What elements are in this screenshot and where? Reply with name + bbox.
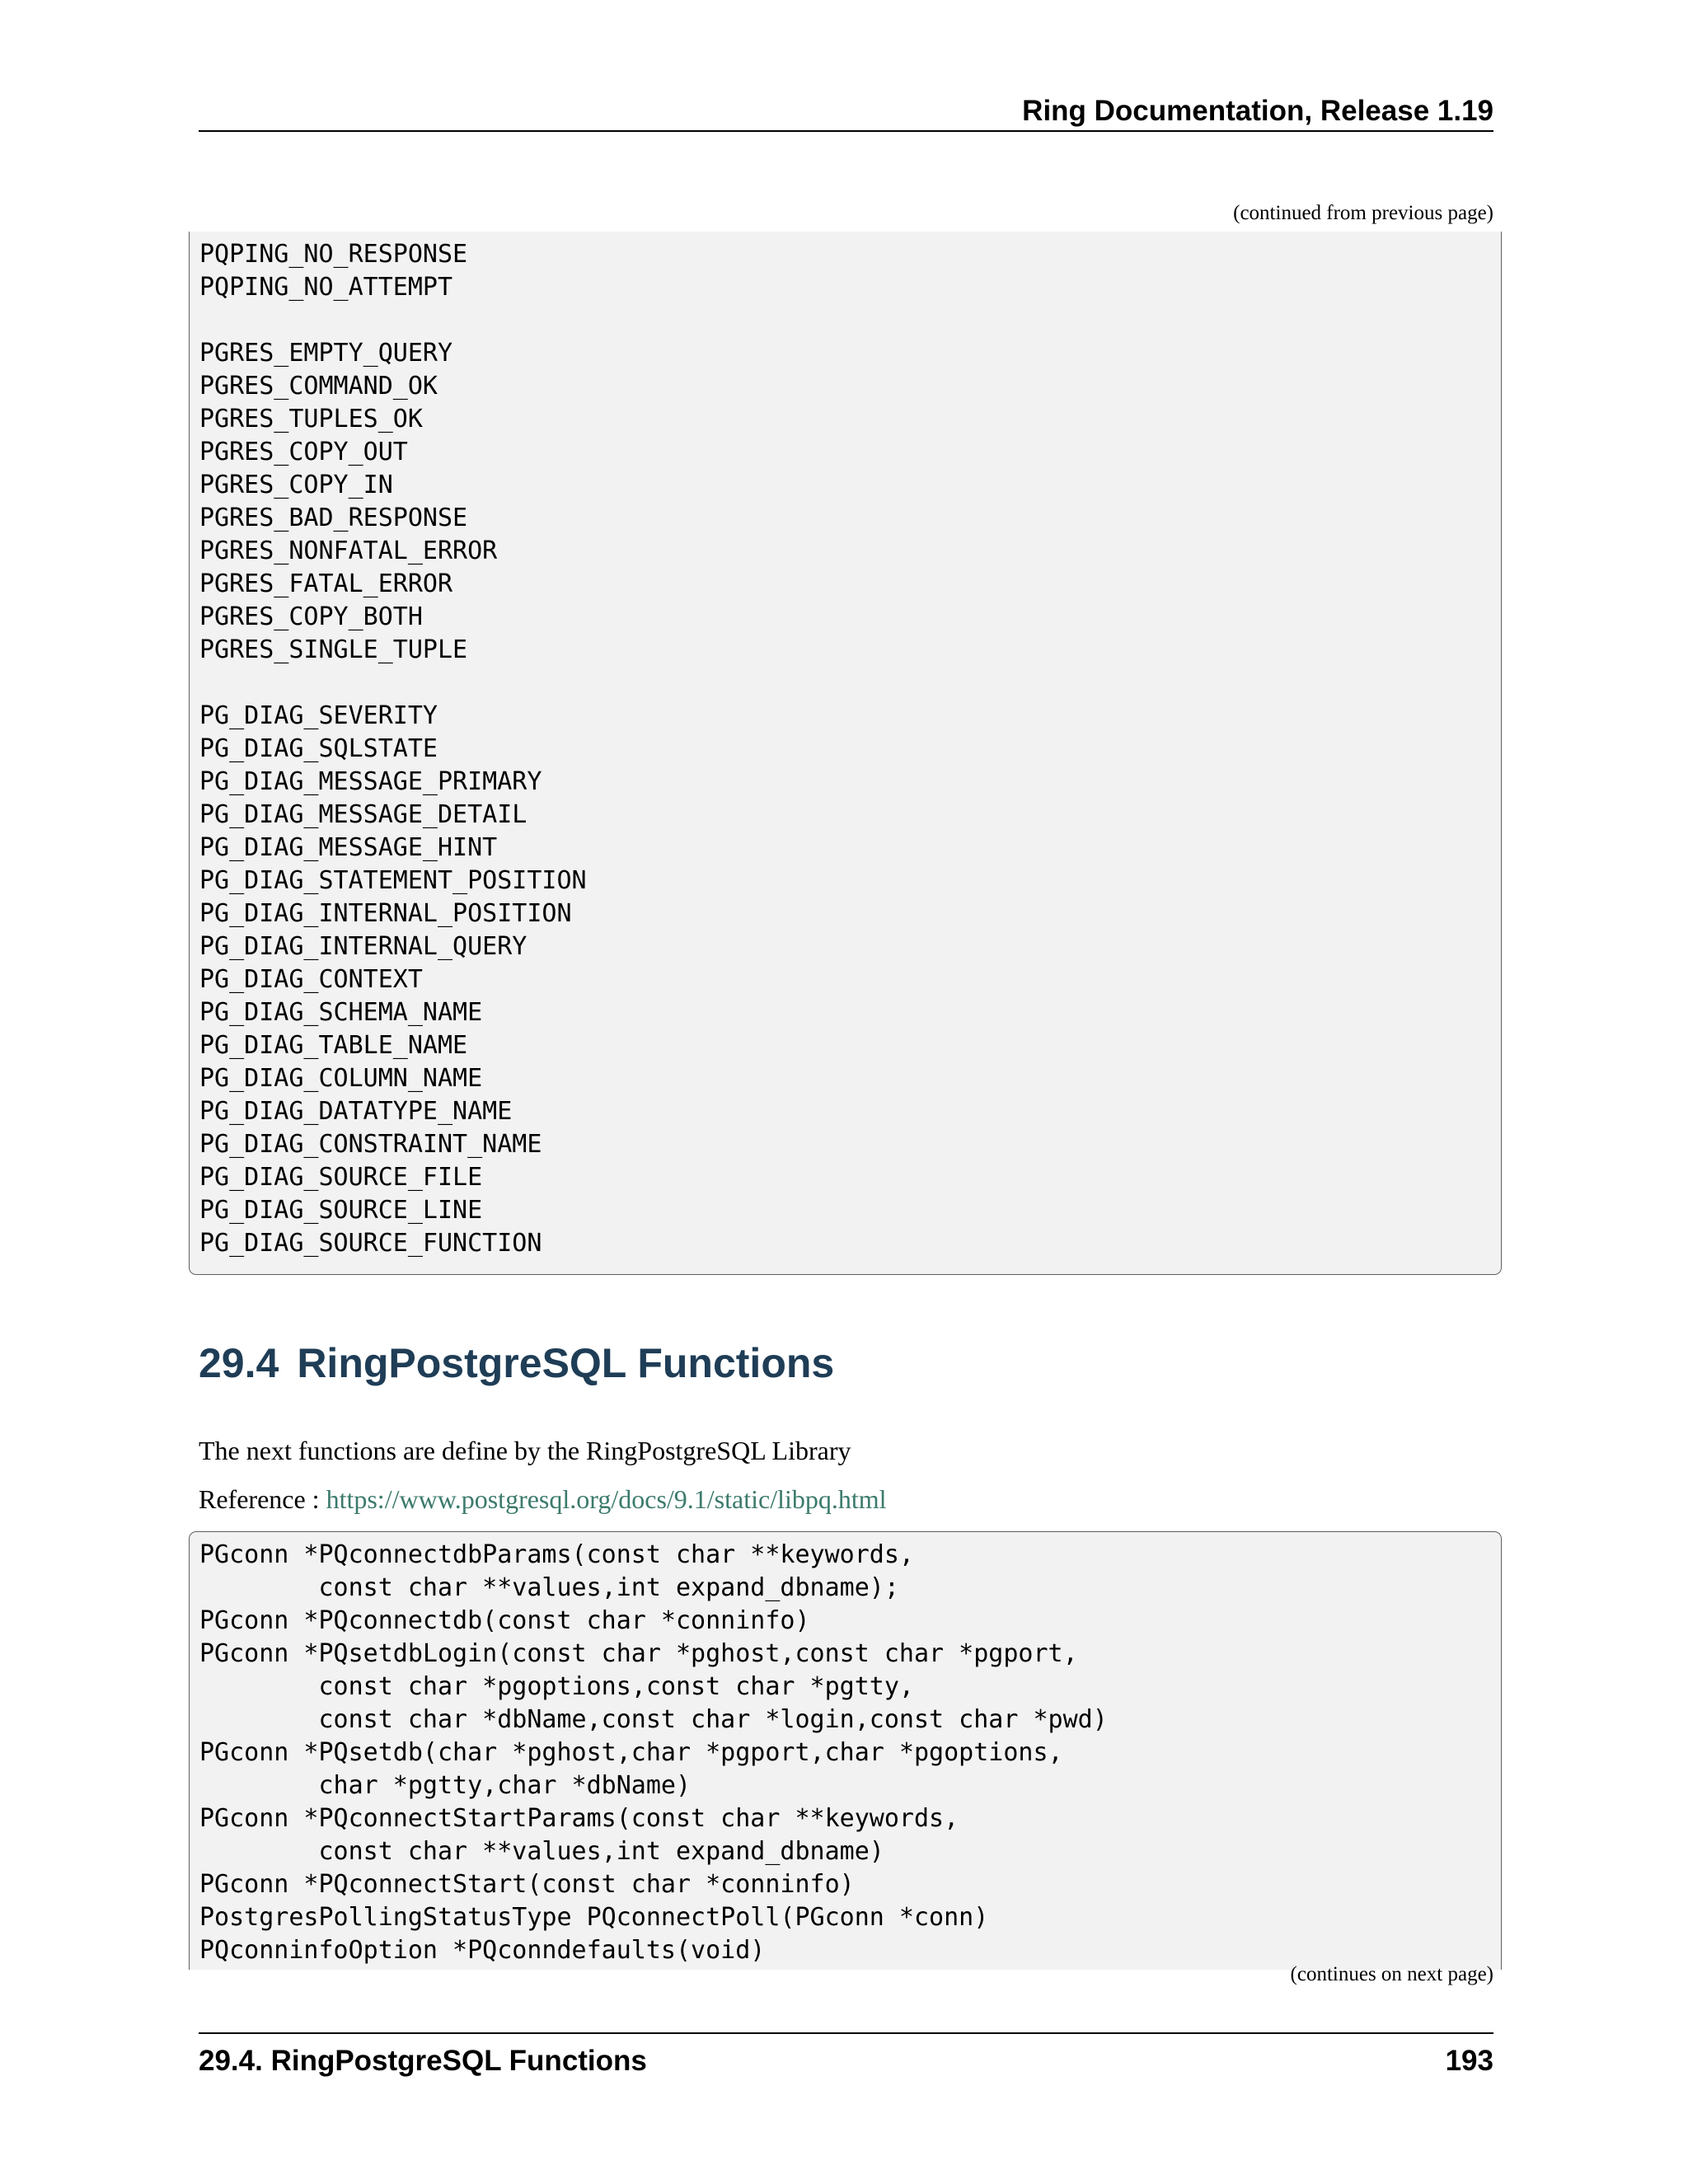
- code-line: PG_DIAG_DATATYPE_NAME: [199, 1097, 513, 1126]
- code-line: PG_DIAG_SQLSTATE: [199, 734, 438, 763]
- code-line: const char **values,int expand_dbname): [199, 1837, 884, 1866]
- code-line: PostgresPollingStatusType PQconnectPoll(PGconn *conn): [199, 1903, 989, 1932]
- code-line: char *pgtty,char *dbName): [199, 1771, 692, 1800]
- continues-on-note: (continues on next page): [1290, 1963, 1493, 1985]
- code-line: PGRES_BAD_RESPONSE: [199, 504, 468, 532]
- code-line: PGRES_FATAL_ERROR: [199, 569, 453, 598]
- code-line: const char *pgoptions,const char *pgtty,: [199, 1672, 914, 1701]
- code-line: PG_DIAG_MESSAGE_DETAIL: [199, 800, 528, 829]
- code-line: PGconn *PQconnectStart(const char *conninfo): [199, 1870, 855, 1899]
- code-line: PGRES_NONFATAL_ERROR: [199, 537, 498, 565]
- code-line: PG_DIAG_SEVERITY: [199, 701, 438, 730]
- reference-label: Reference :: [199, 1484, 326, 1514]
- section-number: 29.4: [199, 1340, 279, 1386]
- code-line: PG_DIAG_TABLE_NAME: [199, 1031, 468, 1060]
- code-line: PGRES_TUPLES_OK: [199, 405, 423, 434]
- code-line: PG_DIAG_CONSTRAINT_NAME: [199, 1130, 542, 1159]
- code-line: PG_DIAG_COLUMN_NAME: [199, 1064, 483, 1093]
- code-line: PG_DIAG_CONTEXT: [199, 965, 423, 994]
- code-line: PGconn *PQconnectStartParams(const char **keywords,: [199, 1804, 959, 1833]
- code-line: PGconn *PQsetdb(char *pghost,char *pgport,char *pgoptions,: [199, 1738, 1063, 1767]
- functions-code-block: [189, 1531, 1502, 1970]
- code-line: PGRES_SINGLE_TUPLE: [199, 635, 468, 664]
- code-line: PG_DIAG_SCHEMA_NAME: [199, 998, 483, 1027]
- code-line: PGconn *PQconnectdbParams(const char **keywords,: [199, 1540, 914, 1569]
- section-heading: [199, 1337, 834, 1390]
- code-line: PG_DIAG_MESSAGE_PRIMARY: [199, 767, 542, 796]
- reference-link[interactable]: https://www.postgresql.org/docs/9.1/static/libpq.html: [326, 1484, 887, 1514]
- code-line: PG_DIAG_SOURCE_FUNCTION: [199, 1229, 542, 1258]
- code-line: const char **values,int expand_dbname);: [199, 1573, 899, 1602]
- code-line: PGRES_COPY_IN: [199, 471, 393, 499]
- code-line: const char *dbName,const char *login,const char *pwd): [199, 1705, 1108, 1734]
- code-line: PGRES_COPY_OUT: [199, 438, 408, 466]
- code-line: PG_DIAG_INTERNAL_POSITION: [199, 899, 572, 928]
- code-line: PQPING_NO_ATTEMPT: [199, 273, 453, 302]
- running-header: [199, 92, 1493, 132]
- footer-section-label: 29.4. RingPostgreSQL Functions: [199, 2045, 647, 2077]
- code-line: PG_DIAG_STATEMENT_POSITION: [199, 866, 587, 895]
- page-number: 193: [1445, 2045, 1493, 2077]
- code-blank-line: [199, 304, 1491, 337]
- code-blank-line: [199, 667, 1491, 700]
- document-title: Ring Documentation, Release 1.19: [1022, 95, 1493, 127]
- code-line: PGRES_COPY_BOTH: [199, 602, 423, 631]
- page-footer: [199, 2032, 1493, 2077]
- code-line: PQconninfoOption *PQconndefaults(void): [199, 1936, 766, 1965]
- section-title: RingPostgreSQL Functions: [297, 1340, 835, 1386]
- code-line: PGRES_COMMAND_OK: [199, 372, 438, 401]
- continued-from-note: (continued from previous page): [1233, 202, 1493, 224]
- code-line: PG_DIAG_SOURCE_LINE: [199, 1196, 483, 1225]
- code-line: PQPING_NO_RESPONSE: [199, 240, 468, 269]
- code-line: PGconn *PQsetdbLogin(const char *pghost,const char *pgport,: [199, 1639, 1078, 1668]
- code-line: PG_DIAG_INTERNAL_QUERY: [199, 932, 528, 961]
- code-line: PGconn *PQconnectdb(const char *conninfo): [199, 1606, 810, 1635]
- code-line: PG_DIAG_MESSAGE_HINT: [199, 833, 498, 862]
- code-line: PG_DIAG_SOURCE_FILE: [199, 1163, 483, 1192]
- constants-code-block: [189, 232, 1502, 1275]
- reference-line: [199, 1483, 887, 1516]
- code-line: PGRES_EMPTY_QUERY: [199, 339, 453, 368]
- intro-paragraph: The next functions are define by the RingPostgreSQL Library: [199, 1436, 851, 1465]
